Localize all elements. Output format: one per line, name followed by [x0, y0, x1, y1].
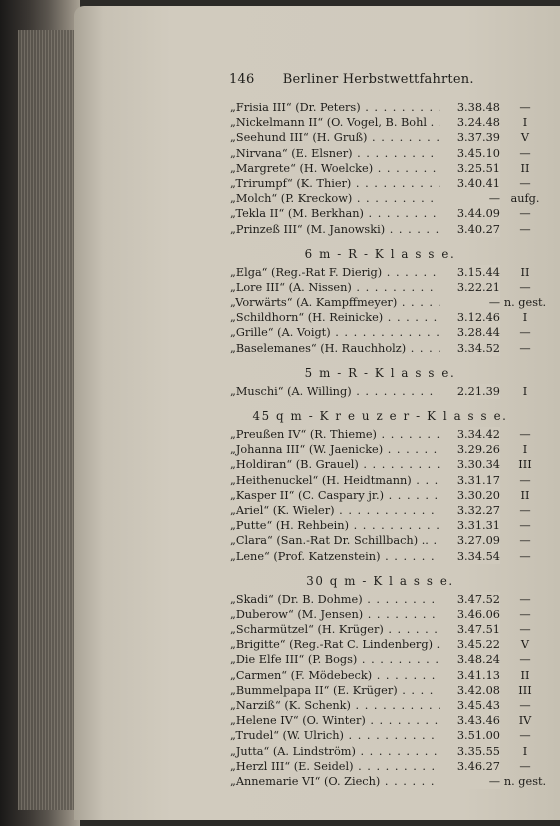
placing: —	[519, 653, 531, 667]
placing: III	[518, 683, 532, 697]
finish-time: 3.44.09	[440, 206, 500, 221]
placing: V	[520, 638, 530, 652]
page-number: 146	[229, 72, 255, 87]
finish-time: 3.31.31	[440, 518, 500, 533]
boat-entry: „Ariel“ (K. Wieler) . . .	[230, 503, 440, 518]
placing: V	[520, 131, 530, 145]
placing: —	[519, 519, 531, 533]
finish-time: 3.29.26	[440, 442, 500, 457]
finish-time: 3.43.46	[440, 713, 500, 728]
result-row	[230, 222, 548, 237]
result-row	[230, 325, 548, 340]
finish-time: 3.28.44	[440, 325, 500, 340]
result-row	[230, 683, 548, 698]
result-row	[230, 728, 548, 743]
boat-entry: „Duberow“ (M. Jensen) . . .	[230, 607, 440, 622]
boat-entry: „Skadi“ (Dr. B. Dohme) . . .	[230, 592, 440, 607]
result-row	[230, 518, 548, 533]
boat-entry: „Bummelpapa II“ (E. Krüger) . . .	[230, 683, 440, 698]
placing: II	[520, 161, 530, 175]
finish-time: —	[440, 295, 500, 310]
result-row	[230, 637, 548, 652]
boat-entry: „Molch“ (P. Kreckow) . . .	[230, 191, 440, 206]
result-row	[230, 442, 548, 457]
result-row	[230, 457, 548, 472]
finish-time: 3.30.34	[440, 457, 500, 472]
finish-time: 3.31.17	[440, 473, 500, 488]
boat-entry: „Nirvana“ (E. Elsner) . . .	[230, 146, 440, 161]
class-heading: 45 q m - K r e u z e r - K l a s s e.	[252, 409, 508, 423]
finish-time: 3.46.06	[440, 607, 500, 622]
result-row	[230, 488, 548, 503]
placing: —	[519, 607, 531, 621]
boat-entry: „Nickelmann II“ (O. Vogel, B. Bohl . . . .	[230, 115, 440, 130]
placing: II	[520, 668, 530, 682]
finish-time: 3.38.48	[440, 100, 500, 115]
boat-entry: „Schildhorn“ (H. Reinicke) . . .	[230, 310, 440, 325]
placing: —	[519, 473, 531, 487]
boat-entry: „Carmen“ (F. Mödebeck) . . .	[230, 668, 440, 683]
finish-time: 3.34.52	[440, 341, 500, 356]
placing: n. gest.	[503, 296, 547, 310]
placing: —	[519, 759, 531, 773]
class-heading: 6 m - R - K l a s s e.	[304, 246, 456, 261]
result-row	[230, 146, 548, 161]
boat-entry: „Trirumpf“ (K. Thier) . . .	[230, 176, 440, 191]
boat-entry: „Annemarie VI“ (O. Ziech) . . .	[230, 774, 440, 789]
finish-time: 3.51.00	[440, 728, 500, 743]
boat-entry: „Elga“ (Reg.-Rat F. Dierig) . . .	[230, 265, 440, 280]
placing: I	[522, 384, 528, 398]
finish-time: 3.35.55	[440, 744, 500, 759]
boat-entry: „Prinzeß III“ (M. Janowski) . . .	[230, 222, 440, 237]
boat-entry: „Clara“ (San.-Rat Dr. Schillbach) .. . . .	[230, 533, 440, 548]
finish-time: 3.40.27	[440, 222, 500, 237]
boat-entry: „Die Elfe III“ (P. Bogs) . . .	[230, 652, 440, 667]
result-row	[230, 503, 548, 518]
boat-entry: „Herzl III“ (E. Seidel) . . .	[230, 759, 440, 774]
result-row	[230, 473, 548, 488]
placing: II	[520, 265, 530, 279]
result-row	[230, 759, 548, 774]
finish-time: —	[440, 774, 500, 789]
placing: III	[518, 458, 532, 472]
placing: —	[519, 101, 531, 114]
result-row	[230, 607, 548, 622]
placing: —	[519, 592, 531, 606]
placing: I	[522, 116, 528, 130]
placing: —	[519, 146, 531, 160]
finish-time: 3.27.09	[440, 533, 500, 548]
boat-entry: „Muschi“ (A. Willing) . . .	[230, 384, 440, 399]
finish-time: 3.47.51	[440, 622, 500, 637]
boat-entry: „Lore III“ (A. Nissen) . . .	[230, 280, 440, 295]
result-row	[230, 130, 548, 145]
placing: —	[519, 534, 531, 548]
finish-time: 3.25.51	[440, 161, 500, 176]
result-row	[230, 341, 548, 356]
boat-entry: „Helene IV“ (O. Winter) . . .	[230, 713, 440, 728]
finish-time: 3.45.43	[440, 698, 500, 713]
placing: —	[519, 699, 531, 712]
placing: I	[522, 744, 528, 758]
placing: —	[519, 280, 531, 294]
finish-time: 3.37.39	[440, 130, 500, 145]
boat-entry: „Preußen IV“ (R. Thieme) . . .	[230, 427, 440, 442]
finish-time: 3.30.20	[440, 488, 500, 503]
placing: —	[519, 729, 531, 743]
boat-entry: „Scharmützel“ (H. Krüger) . . .	[230, 622, 440, 637]
result-row	[230, 295, 548, 310]
finish-time: 3.22.21	[440, 280, 500, 295]
result-row	[230, 265, 548, 280]
placing: I	[522, 311, 528, 325]
placing: —	[519, 503, 531, 517]
result-row	[230, 744, 548, 759]
page-header	[229, 72, 474, 87]
finish-time: 3.46.27	[440, 759, 500, 774]
boat-entry: „Jutta“ (A. Lindström) . . .	[230, 744, 440, 759]
boat-entry: „Lene“ (Prof. Katzenstein) . . .	[230, 549, 440, 564]
boat-entry: „Heithenuckel“ (H. Heidtmann) . . .	[230, 473, 440, 488]
finish-time: 2.21.39	[440, 384, 500, 399]
finish-time: 3.42.08	[440, 683, 500, 698]
result-row	[230, 206, 548, 221]
finish-time: 3.41.13	[440, 668, 500, 683]
placing: I	[522, 443, 528, 457]
result-row	[230, 280, 548, 295]
finish-time: 3.45.10	[440, 146, 500, 161]
finish-time: 3.12.46	[440, 310, 500, 325]
page-edges	[18, 30, 80, 810]
finish-time: 3.24.48	[440, 115, 500, 130]
result-row	[230, 191, 548, 206]
boat-entry: „Baselemanes“ (H. Rauchholz) . . .	[230, 341, 440, 356]
result-row	[230, 161, 548, 176]
result-row	[230, 427, 548, 442]
placing: —	[519, 222, 531, 236]
result-row	[230, 668, 548, 683]
boat-entry: „Kasper II“ (C. Caspary jr.) . . .	[230, 488, 440, 503]
boat-entry: „Holdiran“ (B. Grauel) . . .	[230, 457, 440, 472]
result-row	[230, 533, 548, 548]
boat-entry: „Margrete“ (H. Woelcke) . . .	[230, 161, 440, 176]
boat-entry: „Johanna III“ (W. Jaenicke) . . .	[230, 442, 440, 457]
result-row	[230, 384, 548, 399]
finish-time: 3.45.22	[440, 637, 500, 652]
boat-entry: „Grille“ (A. Voigt) . . .	[230, 325, 440, 340]
result-row	[230, 592, 548, 607]
finish-time: 3.15.44	[440, 265, 500, 280]
placing: II	[520, 488, 530, 502]
placing: —	[519, 176, 531, 190]
boat-entry: „Frisia III“ (Dr. Peters) . . .	[230, 100, 440, 115]
result-row	[230, 698, 548, 713]
finish-time: 3.34.42	[440, 427, 500, 442]
finish-time: 3.34.54	[440, 549, 500, 564]
boat-entry: „Tekla II“ (M. Berkhan) . . .	[230, 206, 440, 221]
result-row	[230, 176, 548, 191]
boat-entry: „Brigitte“ (Reg.-Rat C. Lindenberg) . . . .	[230, 637, 440, 652]
placing: —	[519, 326, 531, 340]
finish-time: 3.40.41	[440, 176, 500, 191]
placing: —	[519, 341, 531, 355]
boat-entry: „Putte“ (H. Rehbein) . . .	[230, 518, 440, 533]
result-row	[230, 100, 548, 115]
placing: aufg.	[510, 192, 540, 206]
placing: n. gest.	[503, 774, 547, 788]
class-heading: 30 q m - K l a s s e.	[306, 573, 454, 588]
placing: IV	[518, 714, 532, 728]
placing: —	[519, 549, 531, 563]
boat-entry: „Trudel“ (W. Ulrich) . . .	[230, 728, 440, 743]
result-row	[230, 652, 548, 667]
result-row	[230, 713, 548, 728]
running-title: Berliner Herbstwettfahrten.	[282, 72, 474, 87]
boat-entry: „Seehund III“ (H. Gruß) . . .	[230, 130, 440, 145]
class-heading: 5 m - R - K l a s s e.	[304, 365, 456, 380]
finish-time: 3.32.27	[440, 503, 500, 518]
finish-time: 3.47.52	[440, 592, 500, 607]
result-row	[230, 310, 548, 325]
result-row	[230, 115, 548, 130]
finish-time: —	[440, 191, 500, 206]
results-list	[230, 100, 548, 789]
placing: —	[519, 623, 531, 637]
boat-entry: „Narziß“ (K. Schenk) . . .	[230, 698, 440, 713]
result-row	[230, 774, 548, 789]
boat-entry: „Vorwärts“ (A. Kampffmeyer) . . .	[230, 295, 440, 310]
placing: —	[519, 207, 531, 221]
placing: —	[519, 428, 531, 441]
finish-time: 3.48.24	[440, 652, 500, 667]
result-row	[230, 549, 548, 564]
result-row	[230, 622, 548, 637]
